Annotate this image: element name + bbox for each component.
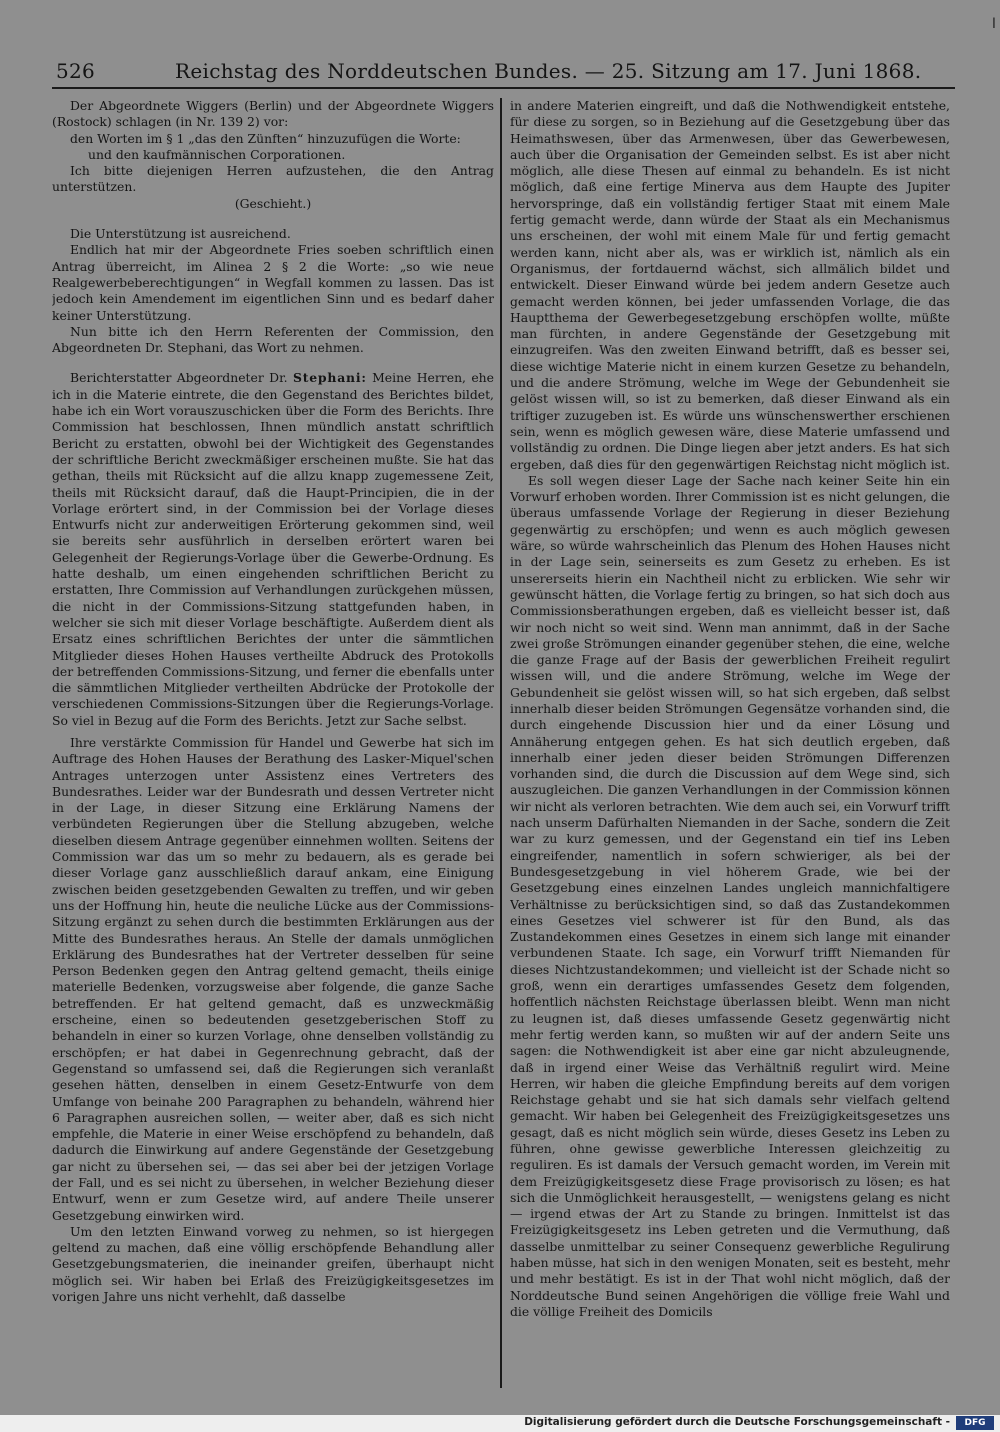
- edge-mark: ǀ: [991, 16, 996, 32]
- page-number: 526: [56, 59, 96, 83]
- speaker-intro: Berichterstatter Abgeordneter Dr.: [70, 370, 288, 386]
- paragraph: Die Unterstützung ist ausreichend.: [70, 226, 291, 242]
- running-header: [50, 55, 955, 85]
- running-title: Reichstag des Norddeutschen Bundes. — 25. Sitzung am 17. Juni 1868.: [175, 59, 922, 83]
- left-column: [52, 98, 494, 1390]
- paragraph: Es soll wegen dieser Lage der Sache nach keiner Seite hin ein Vorwurf erhoben worden. Ihrer Commission ist es nicht gelungen, die überaus umfassende Vorlage der Regierung in dieser Beziehung gegenwärtig zu erschöpfen; und wenn es auch möglich gewesen wäre, so würde wahrscheinlich das Plenum des Hohen Hauses nicht in der Lage sein, seinerseits es zum Gesetz zu erheben. Es ist unsererseits hierin ein Nachtheil nicht zu erblicken. Wie sehr wir gewünscht hätten, die Vorlage fertig zu bringen, so hat sich doch aus Commissionsberathungen ergeben, daß es vielleicht besser ist, daß wir noch nicht so weit sind. Wenn man annimmt, daß in der Sache zwei große Strömungen einander gegenüber stehen, die eine, welche die ganze Frage auf der Basis der gewerblichen Freiheit regulirt wissen will, und die andere Strömung, welche im Wege der Gebundenheit sie gelöst wissen will, so hat sich ergeben, daß selbst innerhalb dieser beiden Strömungen Gegensätze vorhanden sind, die durch eingehende Discussion hier und da einer Lösung und Annäherung entgegen gehen. Es hat sich deutlich ergeben, daß innerhalb einer jeden dieser beiden Strömungen Differenzen vorhanden sind, die durch die Discussion auf dem Wege sind, sich auszugleichen. Die ganzen Verhandlungen in der Commission können wir nicht als verloren betrachten. Wie dem auch sei, ein Vorwurf trifft nach unserm Dafürhalten Niemanden in der Sache, sondern die Zeit war zu kurz gemessen, und der Gegenstand ein tief ins Leben eingreifender, namentlich in sofern schwieriger, als bei der Bundesgesetzgebung in viel höherem Grade, wie bei der Gesetzgebung eines einzelnen Landes ungleich mannichfaltigere Verhältnisse zu berücksichtigen sind, so daß das Zustandekommen eines Gesetzes viel schwerer ist für den Bund, als das Zustandekommen eines Gesetzes in einem sich lange mit einander verbundenen Staate. Ich sage, ein Vorwurf trifft Niemanden für dieses Nichtzustandekommen; und vielleicht ist der Schade nicht so groß, wenn ein derartiges umfassendes Gesetz dem folgenden, hoffentlich nächsten Reichstage überlassen bleibt. Wenn man nicht zu leugnen ist, daß dieses umfassende Gesetz gegenwärtig nicht mehr fertig werden kann, so mußten wir auf der andern Seite uns sagen: die Nothwendigkeit ist aber eine gar nicht abzuleugnende, daß in irgend einer Weise das Verhältniß regulirt wird. Meine Herren, wir haben die gleiche Empfindung bereits auf dem vorigen Reichstage gehabt und sie hat sich damals sehr vielfach geltend gemacht. Wir haben bei Gelegenheit des Freizügigkeitsgesetzes uns gesagt, daß es nicht möglich sein würde, dieses Gesetz ins Leben zu führen, ohne gewisse gewerbliche Interessen gleichzeitig zu reguliren. Es ist damals der Versuch gemacht worden, im Verein mit dem Freizügigkeitsgesetz diese Frage provisorisch zu lösen; es hat sich die Unmöglichkeit herausgestellt, — wenigstens gelang es nicht — irgend etwas der Art zu Stande zu bringen. Inmittelst ist das Freizügigkeitsgesetz ins Leben getreten und die Vermuthung, daß dasselbe unmittelbar zu seiner Consequenz gewerbliche Regulirung haben müsse, hat sich in den wenigen Monaten, seit es besteht, mehr und mehr bestätigt. Es ist in der That wohl nicht möglich, daß der Norddeutsche Bund seinen Angehörigen die völlige freie Wahl und die völlige Freiheit des Domicils: [510, 472, 950, 1319]
- paragraph: Nun bitte ich den Herrn Referenten der Commission, den Abgeordneten Dr. Stephani, das Wort zu nehmen.: [52, 323, 494, 356]
- paragraph: Ich bitte diejenigen Herren aufzustehen, die den Antrag unterstützen.: [52, 163, 494, 195]
- paragraph: Endlich hat mir der Abgeordnete Fries soeben schriftlich einen Antrag überreicht, im Alinea 2 § 2 die Worte: „so wie neue Realgewerbeberechtigungen“ in Wegfall kommen zu lassen. Das ist jedoch kein Amendement im eigentlichen Sinn und es bedarf daher keiner Unterstützung.: [52, 242, 494, 323]
- stage-direction: (Geschieht.): [234, 195, 312, 211]
- paragraph: in andere Materien eingreift, und daß die Nothwendigkeit entstehe, für diese zu sorgen, so in Beziehung auf die Gesetzgebung über das Heimathswesen, über das Armenwesen, über das Gewerbewesen, auch über die Organisation der Gemeinden selbst. Es ist aber nicht möglich, alle diese Thesen auf einmal zu behandeln. Es ist nicht möglich, daß eine fertige Minerva aus dem Haupte des Jupiter hervorspringe, daß ein vollständig fertiger Staat mit einem Male fertig gemacht werde, dann würde der Staat als ein Mechanismus uns erscheinen, der wohl mit einem Male für und fertig gemacht werden kann, nicht aber als, was er wirklich ist, nämlich als ein Organismus, der fortdauernd wächst, sich allmälich bildet und entwickelt. Dieser Einwand würde bei jedem andern Gesetze auch gemacht werden können, bei jeder umfassenden Vorlage, die das Hauptthema der Gewerbegesetzgebung erschöpfen wollte, müßte man fürchten, in andere Gegenstände der Gesetzgebung mit einzugreifen. Was den zweiten Einwand betrifft, daß es besser sei, diese wichtige Materie nicht in einem kurzen Gesetze zu behandeln, und die andere Strömung, welche im Wege der Gebundenheit sie gelöst wissen will, so ist zu bemerken, daß dieser Einwand als ein triftiger zuzugeben ist. Es würde uns wünschenswerther erschienen sein, wenn es möglich gewesen wäre, diese Materie umfassend und vollständig zu ordnen. Die Dinge liegen aber jetzt anders. Es hat sich ergeben, daß dies für den gegenwärtigen Reichstag nicht möglich ist.: [510, 98, 950, 472]
- right-column: [510, 98, 950, 1390]
- speech-text: Meine Herren, ehe ich in die Materie eintrete, die den Gegenstand des Berichtes bildet, habe ich ein Wort vorauszuschicken über die Form des Berichts. Ihre Commission hat beschlossen, Ihnen mündlich anstatt schriftlich Bericht zu erstatten, obwohl bei der Wichtigkeit des Gegenstandes der schriftliche Bericht zweckmäßiger erscheinen mußte. Sie hat das gethan, theils mit Rücksicht auf die allzu knapp zugemessene Zeit, theils mit Rücksicht darauf, daß die Haupt-Principien, die in der Vorlage erörtert sind, in der Commission bei der Vorlage dieses Entwurfs nicht zur anderweitigen Erörterung gekommen sind, weil sie bereits sehr ausführlich in derselben erörtert waren bei Gelegenheit der Regierungs-Vorlage über die Gewerbe-Ordnung. Es hatte deshalb, um einen eingehenden schriftlichen Bericht zu erstatten, Ihre Commission auf Verhandlungen zurückgehen müssen, die nicht in der Commissions-Sitzung stattgefunden haben, in welcher sie sich mit dieser Vorlage beschäftigte. Außerdem dient als Ersatz eines schriftlichen Berichtes der unter die sämmtlichen Mitglieder dieses Hohen Hauses vertheilte Abdruck des Protokolls der betreffenden Commissions-Sitzung, und ferner die ebenfalls unter die sämmtlichen Mitglieder vertheilten Abdrücke der Protokolle der verschiedenen Commissions-Sitzungen über die Regierungs-Vorlage. So viel in Bezug auf die Form des Berichts. Jetzt zur Sache selbst.: [52, 370, 494, 728]
- speaker-name: Stephani:: [292, 370, 367, 386]
- paragraph: Um den letzten Einwand vorweg zu nehmen, so ist hiergegen geltend zu machen, daß eine völlig erschöpfende Behandlung aller Gesetzgebungsmaterien, die ineinander greifen, überhaupt nicht möglich sei. Wir haben bei Erlaß des Freizügigkeitsgesetzes im vorigen Jahre uns nicht verhehlt, daß dasselbe: [52, 1223, 494, 1305]
- paragraph: Der Abgeordnete Wiggers (Berlin) und der Abgeordnete Wiggers (Rostock) schlagen (in Nr. 139 2) vor:: [52, 98, 494, 130]
- dfg-logo: DFG: [956, 1416, 994, 1430]
- paragraph: Ihre verstärkte Commission für Handel und Gewerbe hat sich im Auftrage des Hohen Hauses der Berathung des Lasker-Miquel'schen Antrages unterzogen unter Assistenz eines Vertreters des Bundesrathes. Leider war der Bundesrath und dessen Vertreter nicht in der Lage, in dieser Sitzung eine Erklärung Namens der verbündeten Regierungen über die Stellung abzugeben, welche dieselben diesem Antrage gegenüber einnehmen wollten. Seitens der Commission war das um so mehr zu bedauern, als es gerade bei dieser Vorlage ganz ausschließlich darauf ankam, eine Einigung zwischen beiden gesetzgebenden Gewalten zu treffen, und wir geben uns der Hoffnung hin, heute die neuliche Lücke aus der Commissions-Sitzung ergänzt zu sehen durch die bestimmten Erklärungen aus der Mitte des Bundesrathes heraus. An Stelle der damals unmöglichen Erklärung des Bundesrathes hat der Vertreter desselben für seine Person Bedenken gegen den Antrag geltend gemacht, theils einige materielle Bedenken, vorzugsweise aber folgende, die ganze Sache betreffenden. Er hat geltend gemacht, daß es unzweckmäßig erscheine, einen so bedeutenden gesetzgeberischen Stoff zu behandeln in einer so kurzen Vorlage, ohne denselben vollständig zu erschöpfen; er hat dabei in Gegenrechnung gebracht, daß der Gegenstand so umfassend sei, daß die Regierungen sich veranlaßt gesehen hätten, denselben in einem Gesetz-Entwurfe von dem Umfange von beinahe 200 Paragraphen zu behandeln, während hier 6 Paragraphen ausreichen sollen, — weiter aber, daß es sich nicht empfehle, die Materie in einer Weise erschöpfend zu behandeln, daß dadurch die Einwirkung auf andere Gegenstände der Gesetzgebung gar nicht zu übersehen sei, — das sei aber bei der jetzigen Vorlage der Fall, und es sei nicht zu übersehen, in welcher Beziehung dieser Entwurf, wenn er zum Gesetze wird, auf andere Theile unserer Gesetzgebung einwirken wird.: [52, 734, 494, 1223]
- speech-paragraph: [52, 370, 494, 729]
- column-rule: [500, 98, 502, 1388]
- funding-credit: Digitalisierung gefördert durch die Deutsche Forschungsgemeinschaft -: [524, 1416, 950, 1428]
- paragraph: den Worten im § 1 „das den Zünften“ hinzuzufügen die Worte:: [70, 130, 461, 146]
- paragraph: und den kaufmännischen Corporationen.: [88, 146, 346, 162]
- header-rule: [52, 87, 955, 89]
- footer-bar: [0, 1415, 1000, 1432]
